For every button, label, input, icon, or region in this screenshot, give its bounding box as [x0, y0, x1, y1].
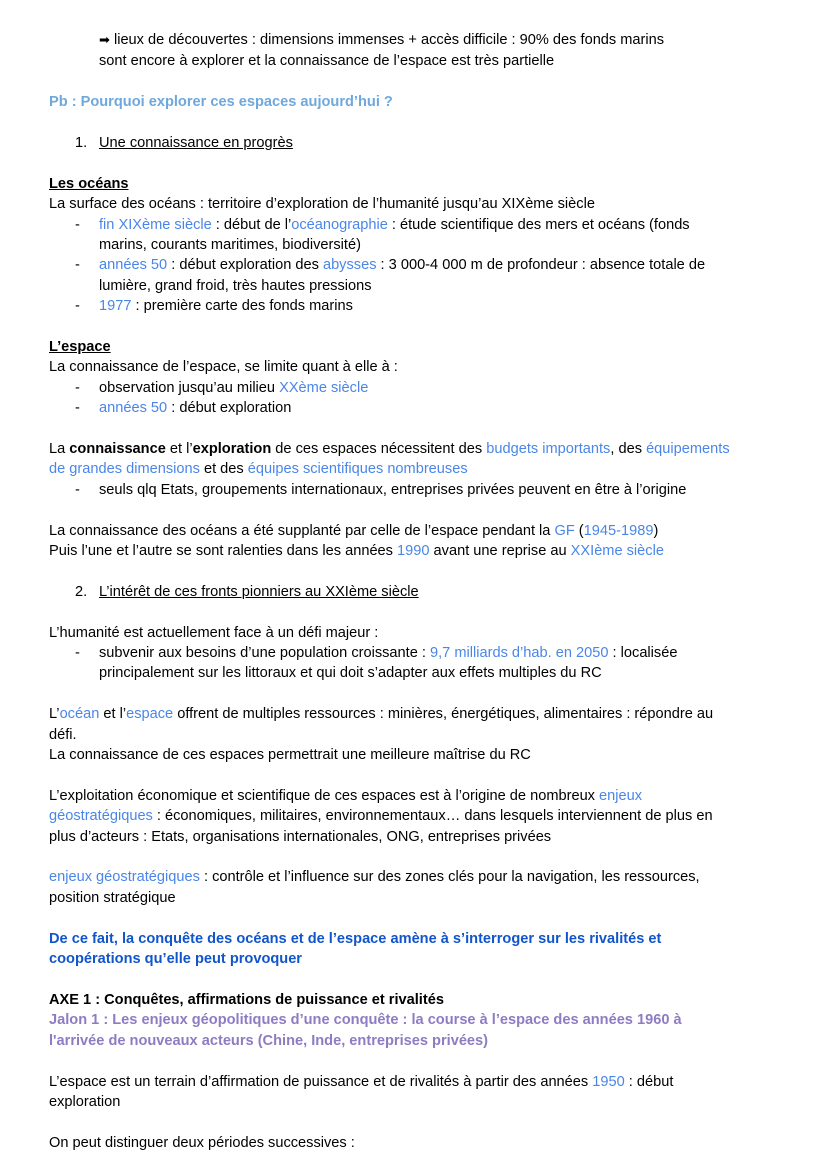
jalon-title: Jalon 1 : Les enjeux géopolitiques d’une conquête : la course à l’espace des années 1960 à l'arrivée de nouveaux acteurs (Chine, Inde, entreprises privées) — [49, 1012, 682, 1049]
exploitation-paragraph: L’exploitation économique et scientifique de ces espaces est à l’origine de nombreux enjeux géostratégiques : économiques, militaires, environnementaux… dans lesquels interviennent de plus en plus d’acteurs : Etats, organisations internationales, ONG, entreprises privées — [49, 787, 713, 845]
space-intro: La connaissance de l’espace, se limite quant à elle à : — [49, 359, 398, 376]
oceans-heading: Les océans — [49, 175, 129, 192]
resources-rc-line: La connaissance de ces espaces permettrait une meilleure maîtrise du RC — [49, 747, 531, 764]
periods-line: On peut distinguer deux périodes successives : — [49, 1134, 355, 1151]
definition-paragraph: enjeux géostratégiques : contrôle et l’influence sur des zones clés pour la navigation, les ressources, position stratégique — [49, 869, 700, 906]
list-item: - observation jusqu’au milieu XXème siècle — [75, 379, 369, 396]
list-item: - 1977 : première carte des fonds marins — [75, 298, 353, 315]
list-item: - seuls qlq Etats, groupements internationaux, entreprises privées peuvent en être à l’origine — [75, 481, 687, 498]
intro-paragraph: ➡ lieux de découvertes : dimensions immenses + accès difficile : 90% des fonds marins sont encore à explorer et la connaissance de l’espace est très partielle — [99, 32, 665, 70]
gf-paragraph: La connaissance des océans a été supplanté par celle de l’espace pendant la GF (1945-1989) Puis l’une et l’autre se sont ralenties dans les années 1990 avant une reprise au XXIème siècle — [49, 522, 664, 560]
space-heading: L’espace — [49, 339, 111, 356]
conclusion-paragraph: De ce fait, la conquête des océans et de l’espace amène à s’interroger sur les rivalités et coopérations qu’elle peut provoquer — [49, 930, 662, 968]
challenge-intro: L’humanité est actuellement face à un défi majeur : — [49, 624, 379, 641]
axe-title: AXE 1 : Conquêtes, affirmations de puissance et rivalités — [49, 991, 444, 1008]
oceans-intro: La surface des océans : territoire d’exploration de l’humanité jusqu’au XIXème siècle — [49, 196, 595, 213]
list-item: - fin XIXème siècle : début de l’océanographie : étude scientifique des mers et océans (fonds marins, courants maritimes, biodiversité) — [75, 216, 690, 254]
section-1-title: 1. Une connaissance en progrès — [75, 135, 293, 151]
section-2-title: 2. L’intérêt de ces fronts pionniers au XXIème siècle — [75, 583, 419, 600]
problem-statement: Pb : Pourquoi explorer ces espaces aujourd’hui ? — [49, 94, 393, 111]
resources-paragraph: L’océan et l’espace offrent de multiples ressources : minières, énergétiques, alimentaires : répondre au défi. — [49, 706, 714, 743]
needs-paragraph: La connaissance et l’exploration de ces espaces nécessitent des budgets importants, des équipements de grandes dimensions et des équipes scientifiques nombreuses — [49, 441, 730, 478]
terrain-paragraph: L’espace est un terrain d’affirmation de puissance et de rivalités à partir des années 1950 : début exploration — [49, 1073, 674, 1110]
list-item: - subvenir aux besoins d’une population croissante : 9,7 milliards d’hab. en 2050 : localisée principalement sur les littoraux et qui doit s’adapter aux effets multiples du RC — [75, 645, 678, 682]
document-page — [49, 30, 739, 1153]
right-arrow-icon: ➡ — [99, 33, 110, 48]
list-item: - années 50 : début exploration — [75, 400, 292, 417]
list-item: - années 50 : début exploration des abysses : 3 000-4 000 m de profondeur : absence totale de lumière, grand froid, très hautes pressions — [75, 257, 706, 294]
